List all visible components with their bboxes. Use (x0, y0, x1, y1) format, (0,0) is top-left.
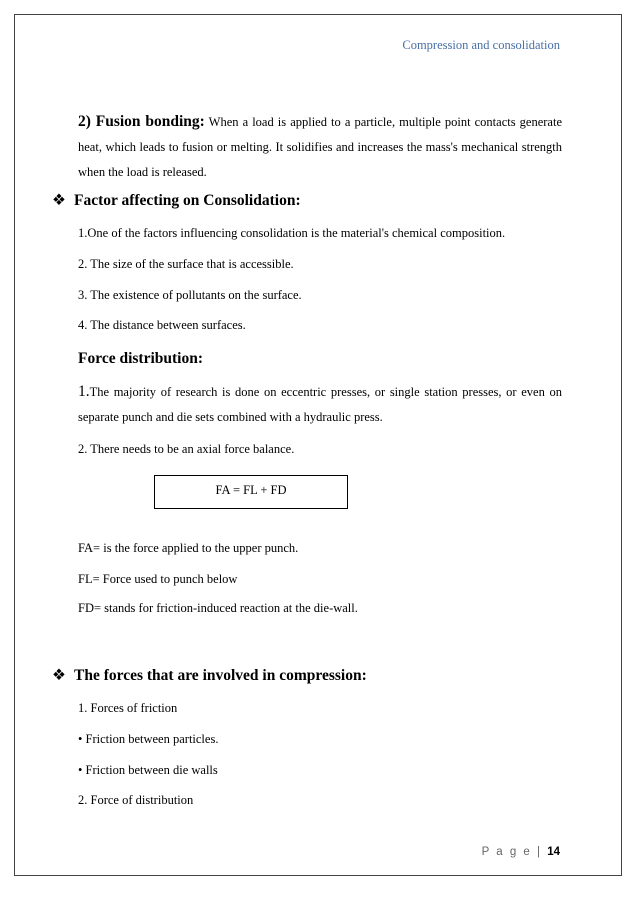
factor-item-3: 3. The existence of pollutants on the surface. (78, 288, 302, 302)
forces-item-2: • Friction between particles. (78, 732, 219, 746)
factor-item-1: 1.One of the factors influencing consolidation is the material's chemical composition. (78, 226, 506, 240)
factor-heading-text: Factor affecting on Consolidation: (74, 192, 301, 209)
force-distribution-heading: Force distribution: (78, 350, 203, 367)
force-distribution-item-1-text: The majority of research is done on eccentric presses, or single station presses, or even on separate punch and die sets combined with a hydraulic press. (78, 385, 562, 424)
definition-fa: FA= is the force applied to the upper punch. (78, 541, 299, 555)
definition-fd: FD= stands for friction-induced reaction at the die-wall. (78, 601, 358, 615)
page-footer (482, 846, 560, 858)
diamond-bullet-icon: ❖ (52, 192, 66, 209)
fusion-bonding-text: When a load is applied to a particle, multiple point contacts generate heat, which leads to fusion or melting. It solidifies and increases the mass's mechanical strength when the load is released. (78, 115, 562, 179)
forces-item-1: 1. Forces of friction (78, 701, 178, 715)
force-distribution-item-1-number: 1. (78, 383, 90, 400)
force-distribution-item-1 (78, 379, 562, 430)
fusion-bonding-paragraph (78, 109, 562, 185)
factor-item-2: 2. The size of the surface that is accessible. (78, 257, 294, 271)
forces-item-4: 2. Force of distribution (78, 793, 194, 807)
forces-heading (52, 666, 367, 685)
page-number: 14 (547, 846, 560, 858)
factor-item-4: 4. The distance between surfaces. (78, 318, 246, 332)
running-header: Compression and consolidation (402, 38, 560, 52)
forces-item-3: • Friction between die walls (78, 763, 218, 777)
force-distribution-item-2: 2. There needs to be an axial force balance. (78, 442, 295, 456)
definition-fl: FL= Force used to punch below (78, 572, 238, 586)
forces-heading-text: The forces that are involved in compression: (74, 667, 367, 684)
formula-box: FA = FL + FD (154, 475, 348, 509)
diamond-bullet-icon: ❖ (52, 667, 66, 684)
fusion-bonding-title: 2) Fusion bonding: (78, 113, 205, 130)
factor-heading (52, 191, 301, 210)
page-label: P a g e | (481, 846, 542, 858)
